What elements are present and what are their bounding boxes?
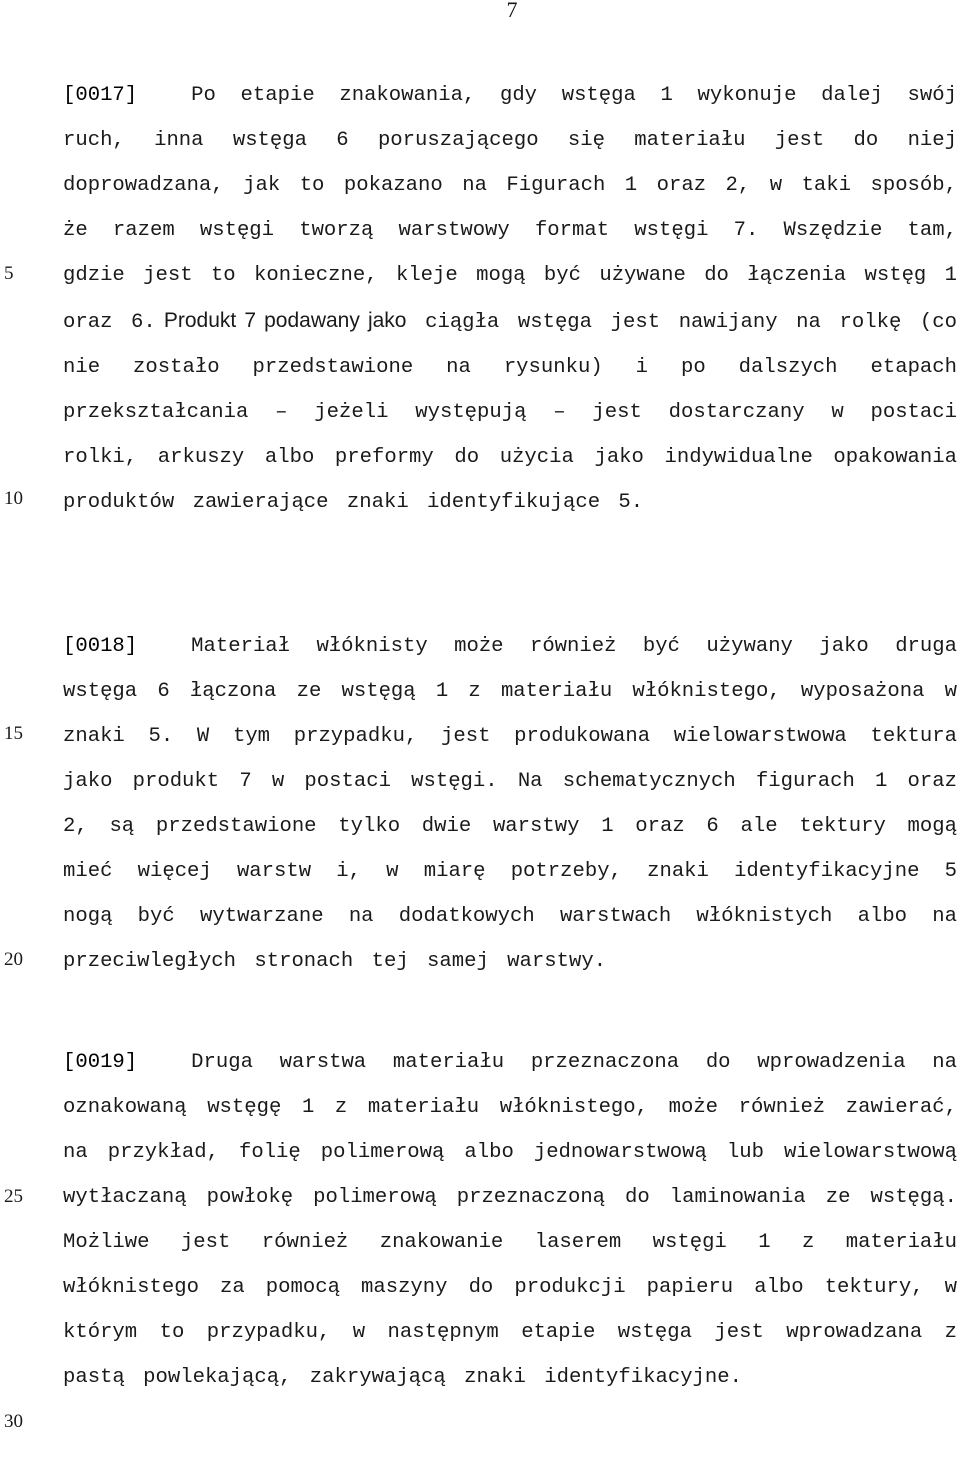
paragraph-0017 (63, 73, 957, 525)
paragraph-text: Druga warstwa materiału przeznaczona do wprowadzenia na oznakowaną wstęgę 1 z materiału włóknistego, może również zawierać, na przykład, folię polimerową albo jednowarstwową lub wielowarstwową wytłaczaną powłokę polimerową przeznaczoną do laminowania ze wstęgą. Możliwe jest również znakowanie laserem wstęgi 1 z materiału włóknistego za pomocą maszyny do produkcji papieru albo tektury, w którym to przypadku, w następnym etapie wstęga jest wprowadzana z pastą powlekającą, zakrywającą znaki identyfikacyjne. (63, 1051, 957, 1389)
paragraph-text: Po etapie znakowania, gdy wstęga 1 wykonuje dalej swój ruch, inna wstęga 6 poruszającego się materiału jest do niej doprowadzana, jak to pokazano na Figurach 1 oraz 2, w taki sposób, że razem wstęgi tworzą warstwowy format wstęgi 7. Wszędzie tam, gdzie jest to konieczne, kleje mogą być używane do łączenia wstęg 1 oraz 6. (63, 84, 958, 334)
paragraph-0018 (63, 624, 957, 984)
line-number-25: 25 (4, 1186, 23, 1207)
paragraph-id: [0018] (63, 635, 138, 658)
line-number-10: 10 (4, 488, 23, 509)
line-number-5: 5 (4, 263, 14, 284)
line-number-20: 20 (4, 949, 23, 970)
line-number-15: 15 (4, 723, 23, 744)
paragraph-text-continued: ciągła wstęga jest nawijany na rolkę (co nie zostało przedstawione na rysunku) i po dalszych etapach przekształcania – jeżeli występują – jest dostarczany w postaci rolki, arkuszy albo preformy do użycia jako indywidualne opakowania produktów zawierające znaki identyfikujące 5. (63, 311, 957, 514)
line-number-30: 30 (4, 1411, 23, 1432)
paragraph-id: [0019] (63, 1051, 138, 1074)
paragraph-0019 (63, 1040, 957, 1400)
paragraph-id: [0017] (63, 84, 138, 107)
paragraph-text: Materiał włóknisty może również być używany jako druga wstęga 6 łączona ze wstęgą 1 z materiału włóknistego, wyposażona w znaki 5. W tym przypadku, jest produkowana wielowarstwowa tektura jako produkt 7 w postaci wstęgi. Na schematycznych figurach 1 oraz 2, są przedstawione tylko dwie warstwy 1 oraz 6 ale tektury mogą mieć więcej warstw i, w miarę potrzeby, znaki identyfikacyjne 5 nogą być wytwarzane na dodatkowych warstwach włóknistych albo na przeciwległych stronach tej samej warstwy. (63, 635, 957, 973)
paragraph-text-sans: Produkt 7 podawany jako (155, 309, 407, 332)
page-number: 7 (506, 0, 518, 22)
